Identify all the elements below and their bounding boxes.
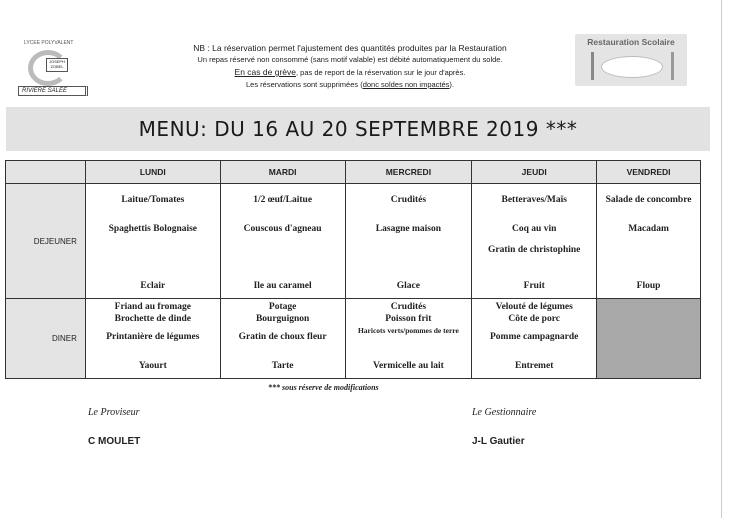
knife-icon xyxy=(671,52,674,80)
dessert: Ile au caramel xyxy=(253,281,312,291)
day-header-lundi: LUNDI xyxy=(85,161,220,184)
meal-row-dejeuner xyxy=(6,184,701,299)
dish: Côte de porc xyxy=(508,314,560,324)
meal-label: DINER xyxy=(6,299,86,379)
dessert: Tarte xyxy=(271,361,294,371)
dessert: Vermicelle au lait xyxy=(372,361,444,371)
dish: Spaghettis Bolognaise xyxy=(108,224,198,234)
dessert: Fruit xyxy=(523,281,545,291)
menu-cell-content xyxy=(86,184,220,297)
dish: 1/2 œuf/Laitue xyxy=(253,195,313,205)
dessert: Entremet xyxy=(515,361,554,371)
plate-icon xyxy=(601,56,663,78)
dessert: Floup xyxy=(636,281,661,291)
menu-cell-content xyxy=(472,299,596,377)
signature-name: C MOULET xyxy=(88,436,141,447)
notice-line-4-start: Les réservations sont supprimées ( xyxy=(245,80,363,89)
day-header-jeudi: JEUDI xyxy=(472,161,597,184)
signature-proviseur xyxy=(88,407,140,447)
dish: Friand au fromage xyxy=(114,302,191,312)
menu-cell xyxy=(345,299,472,379)
notice-line-1: NB : La réservation permet l'ajustement des quantités produites par la Restauration xyxy=(193,43,507,53)
dish: Velouté de légumes xyxy=(495,302,573,312)
logo-top-text: LYCEE POLYVALENT xyxy=(24,40,74,46)
menu-cell-content xyxy=(472,184,596,297)
signature-role: Le Proviseur xyxy=(88,407,140,418)
day-header-vendredi: VENDREDI xyxy=(597,161,701,184)
menu-cell xyxy=(597,184,701,299)
day-header-mercredi: MERCREDI xyxy=(345,161,472,184)
restauration-scolaire-badge xyxy=(575,34,687,86)
reservation-notice xyxy=(130,42,570,91)
dish: Poisson frit xyxy=(385,314,432,324)
notice-line-3-rest: , pas de report de la réservation sur le jour d'après. xyxy=(295,68,466,77)
signature-name: J-L Gautier xyxy=(472,436,525,447)
meal-row-diner xyxy=(6,299,701,379)
menu-cell xyxy=(472,299,597,379)
menu-cell xyxy=(472,184,597,299)
menu-table xyxy=(5,160,701,379)
dish: Coq au vin xyxy=(512,224,557,234)
dish: Crudités xyxy=(390,302,427,312)
strike-notice: En cas de grève xyxy=(234,67,296,77)
dish: Printanière de légumes xyxy=(106,332,200,342)
logo-bottom-text: RIVIERE SALEE xyxy=(18,86,88,96)
notice-line-4-end: ). xyxy=(449,80,455,89)
dish: Crudités xyxy=(390,195,427,205)
logo-center-text: JOSEPH ZOBEL xyxy=(46,58,68,72)
dish: Potage xyxy=(268,302,297,312)
dish: Gratin de choux fleur xyxy=(238,332,327,342)
spoon-icon xyxy=(591,52,594,80)
dish: Pomme campagnarde xyxy=(490,332,579,342)
dish: Gratin de christophine xyxy=(488,245,581,255)
dish: Lasagne maison xyxy=(375,224,441,234)
notice-line-4 xyxy=(130,79,570,91)
signature-gestionnaire xyxy=(472,407,536,447)
dish: Couscous d'agneau xyxy=(243,224,322,234)
dessert: Glace xyxy=(396,281,420,291)
dish: Betteraves/Maïs xyxy=(501,195,567,205)
notice-line-3 xyxy=(130,66,570,79)
dish: Brochette de dinde xyxy=(114,314,191,324)
menu-cell xyxy=(85,184,220,299)
empty-cell xyxy=(597,299,701,379)
dish: Salade de concombre xyxy=(605,195,692,205)
menu-cell-content xyxy=(346,299,472,377)
menu-cell xyxy=(220,184,345,299)
modification-note: *** sous réserve de modifications xyxy=(268,383,379,392)
dish: Macadam xyxy=(628,224,669,234)
dessert: Yaourt xyxy=(138,361,167,371)
menu-cell-content xyxy=(597,184,700,297)
menu-cell xyxy=(85,299,220,379)
notice-line-4-underlined: donc soldes non impactés xyxy=(362,80,450,89)
signature-role: Le Gestionnaire xyxy=(472,407,537,418)
dish: Laitue/Tomates xyxy=(121,195,185,205)
menu-cell-content xyxy=(346,184,472,297)
day-header-mardi: MARDI xyxy=(220,161,345,184)
menu-cell xyxy=(220,299,345,379)
dish: Bourguignon xyxy=(255,314,310,324)
notice-line-2: Un repas réservé non consommé (sans motif valable) est débité automatiquement du solde. xyxy=(197,55,503,64)
badge-title: Restauration Scolaire xyxy=(587,37,675,47)
menu-cell xyxy=(345,184,472,299)
meal-label: DEJEUNER xyxy=(6,184,86,299)
header-row xyxy=(6,161,701,184)
menu-cell-content xyxy=(86,299,220,377)
menu-cell-content xyxy=(221,184,345,297)
menu-title: MENU: DU 16 AU 20 SEPTEMBRE 2019 *** xyxy=(6,107,710,151)
header-blank xyxy=(6,161,86,184)
dish: Haricots verts/pommes de terre xyxy=(357,326,459,335)
school-logo xyxy=(14,40,90,98)
menu-cell-content xyxy=(221,299,345,377)
dessert: Eclair xyxy=(140,281,166,291)
